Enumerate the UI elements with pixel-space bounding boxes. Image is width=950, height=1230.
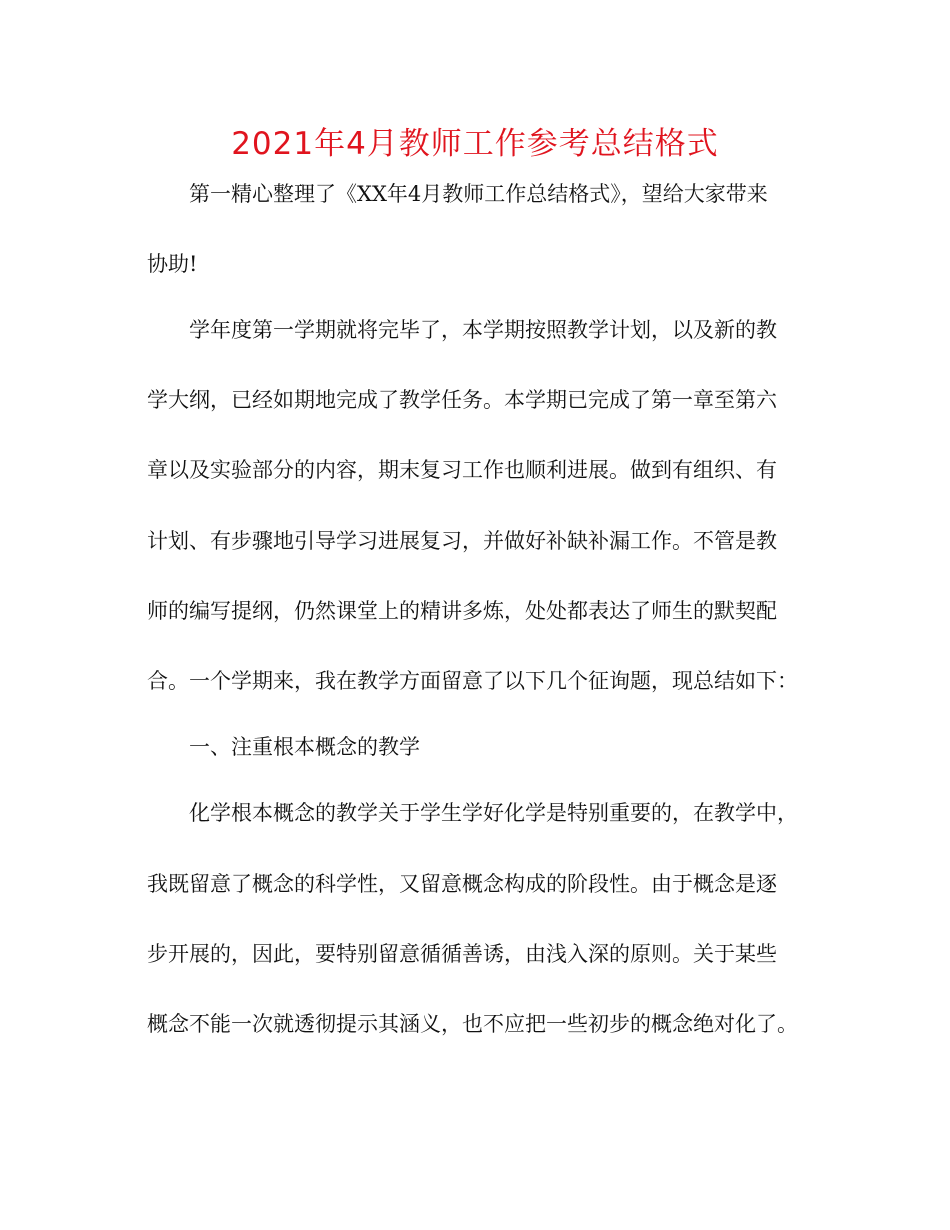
paragraph-line-10: 我既留意了概念的科学性，又留意概念构成的阶段性。由于概念是逐 (147, 872, 777, 896)
paragraph-line-9: 化学根本概念的教学关于学生学好化学是特别重要的，在教学中， (189, 801, 798, 825)
paragraph-line-2: 协助! (147, 252, 198, 276)
paragraph-line-8: 合。一个学期来，我在教学方面留意了以下几个征询题，现总结如下： (147, 669, 798, 693)
paragraph-line-6: 计划、有步骤地引导学习进展复习，并做好补缺补漏工作。不管是教 (147, 529, 777, 553)
paragraph-line-4: 学大纲，已经如期地完成了教学任务。本学期已完成了第一章至第六 (147, 388, 777, 412)
paragraph-line-3: 学年度第一学期就将完毕了，本学期按照教学计划，以及新的教 (189, 318, 777, 342)
paragraph-line-5: 章以及实验部分的内容，期末复习工作也顺利进展。做到有组织、有 (147, 458, 777, 482)
paragraph-line-12: 概念不能一次就透彻提示其涵义，也不应把一些初步的概念绝对化了。 (147, 1012, 798, 1036)
document-title: 2021年4月教师工作参考总结格式 (231, 126, 719, 162)
paragraph-line-11: 步开展的，因此，要特别留意循循善诱，由浅入深的原则。关于某些 (147, 942, 777, 966)
paragraph-line-7: 师的编写提纲，仍然课堂上的精讲多炼，处处都表达了师生的默契配 (147, 599, 777, 623)
paragraph-line-1: 第一精心整理了《XX年4月教师工作总结格式》，望给大家带来 (189, 182, 768, 206)
section-heading-1: 一、注重根本概念的教学 (189, 735, 420, 759)
